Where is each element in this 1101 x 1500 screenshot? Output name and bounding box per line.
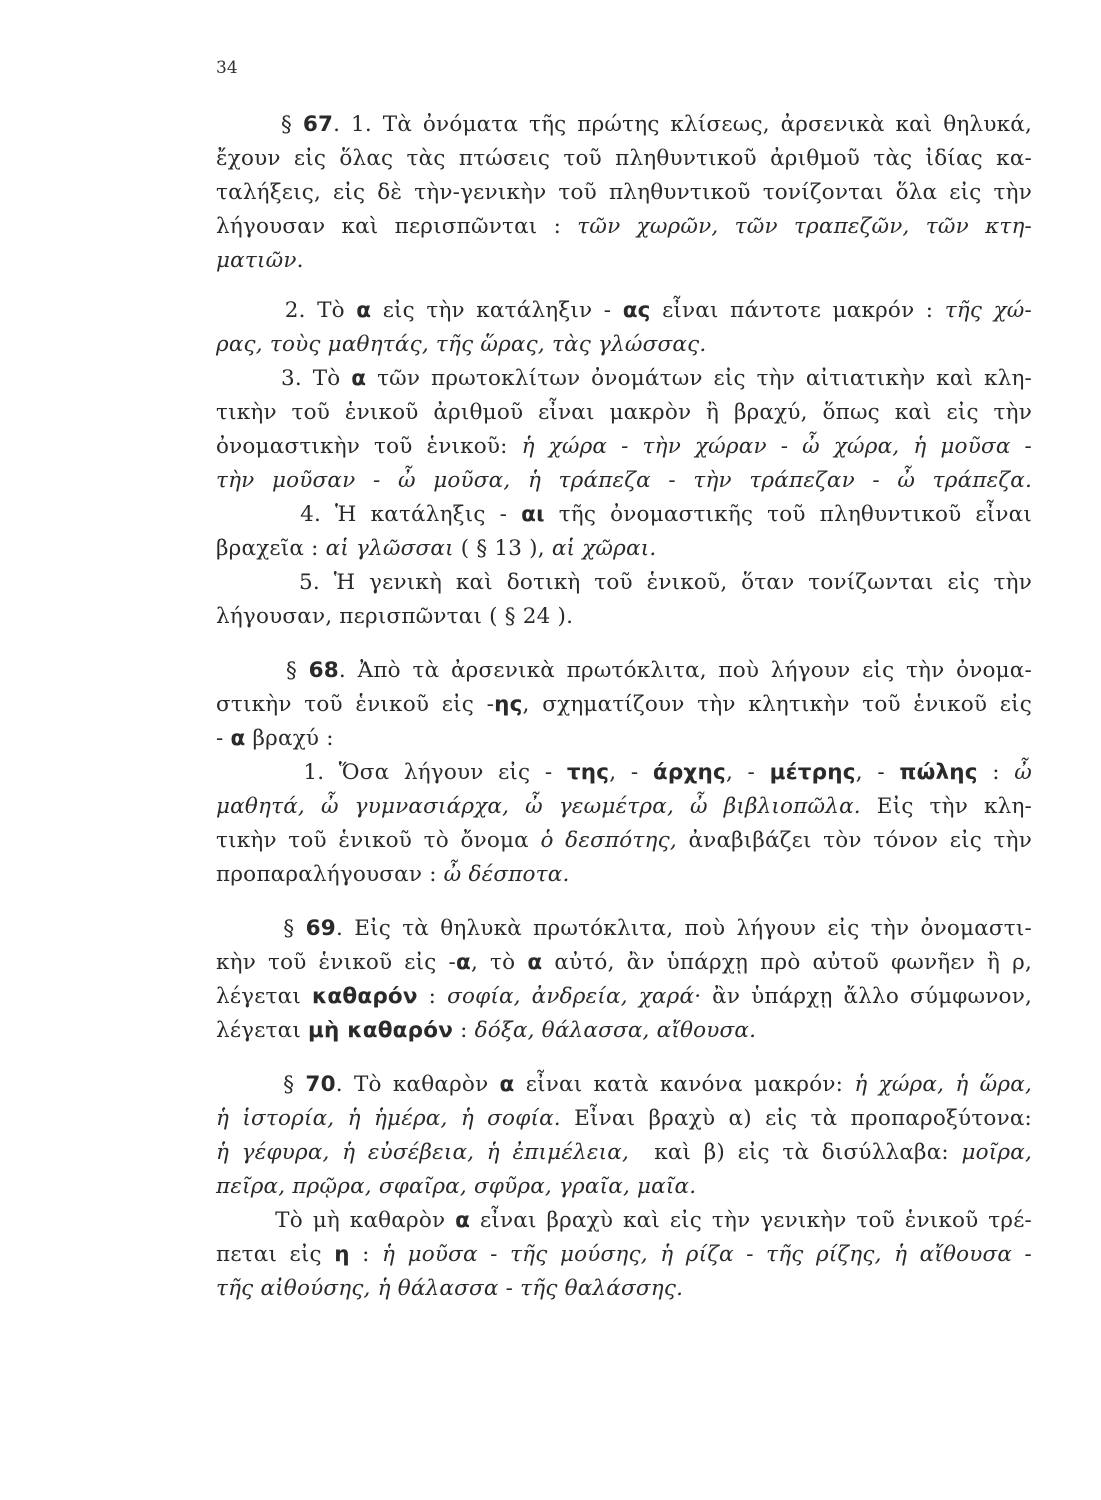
text-line xyxy=(216,468,1032,494)
text-segment: Εἰς τὴν κλη- xyxy=(860,794,1032,819)
text-segment: μέτρης xyxy=(769,760,856,785)
text-segment: : xyxy=(417,984,448,1009)
text-segment: 1. Ὅσα λήγουν εἰς - xyxy=(216,760,567,785)
text-segment: § xyxy=(216,112,303,137)
text-segment: μὴ καθαρόν xyxy=(308,1018,454,1043)
text-line xyxy=(216,434,1032,460)
text-line xyxy=(216,1276,683,1302)
text-segment: , - xyxy=(609,760,653,785)
text-line xyxy=(216,692,1032,718)
text-line xyxy=(216,502,1032,528)
text-segment: ματιῶν. xyxy=(216,248,304,273)
text-segment: . Τὸ καθαρὸν xyxy=(335,1072,500,1097)
text-segment: α xyxy=(499,1072,515,1097)
text-segment: τὴν μοῦσαν - ὦ μοῦσα, ἡ τράπεζα - τὴν τράπεζαν - ὦ τράπεζα. xyxy=(216,468,1032,493)
text-segment: πεται εἰς xyxy=(216,1242,335,1267)
page-number: 34 xyxy=(216,58,238,78)
text-segment: § xyxy=(216,658,309,683)
text-segment: ὦ δέσποτα. xyxy=(443,862,570,887)
text-segment: ας xyxy=(622,298,651,323)
text-segment: πώλης xyxy=(899,760,978,785)
text-segment: τῆς αἰθούσης, ἡ θάλασσα - τῆς θαλάσσης. xyxy=(216,1276,684,1301)
text-segment: Τὸ μὴ καθαρὸν xyxy=(216,1208,456,1233)
text-segment: κὴν τοῦ ἑνικοῦ εἰς - xyxy=(216,950,456,975)
text-segment: καὶ β) εἰς τὰ δισύλλαβα: xyxy=(629,1140,962,1165)
text-segment: 4. Ἡ κατάληξις - xyxy=(216,502,522,527)
text-segment: αἱ χῶραι. xyxy=(551,536,657,561)
text-segment: καθαρόν xyxy=(311,984,418,1009)
text-line xyxy=(216,298,1032,324)
text-segment: , - xyxy=(855,760,900,785)
text-line xyxy=(216,570,1032,596)
text-segment: § xyxy=(216,916,306,941)
text-segment: η xyxy=(334,1242,350,1267)
text-line xyxy=(216,1106,1032,1132)
text-line xyxy=(216,1174,696,1200)
text-segment: τῆς ὀνομαστικῆς τοῦ πληθυντικοῦ εἶναι xyxy=(544,502,1032,527)
text-segment: λέγεται xyxy=(216,984,312,1009)
text-segment: : xyxy=(349,1242,383,1267)
text-line xyxy=(216,536,656,562)
text-segment: σοφία, ἀνδρεία, χαρά· xyxy=(447,984,702,1009)
text-line xyxy=(216,1140,1032,1166)
text-segment: της xyxy=(566,760,610,785)
text-segment: 5. Ἡ γενικὴ καὶ δοτικὴ τοῦ ἑνικοῦ, ὅταν τονίζωνται εἰς τὴν xyxy=(216,570,1032,595)
text-segment: αὐτό, ἂν ὑπάρχῃ πρὸ αὐτοῦ φωνῆεν ἢ ρ, xyxy=(542,950,1032,975)
text-segment: τῶν χωρῶν, τῶν τραπεζῶν, τῶν κτη- xyxy=(577,214,1033,239)
text-segment: αι xyxy=(521,502,545,527)
text-line xyxy=(216,180,1032,206)
text-segment: μαθητά, ὦ γυμνασιάρχα, ὦ γεωμέτρα, ὦ βιβλιοπῶλα. xyxy=(216,794,861,819)
text-line xyxy=(216,1208,1032,1234)
text-segment: ης xyxy=(494,692,523,717)
text-segment: - xyxy=(216,726,231,751)
text-segment: λήγουσαν καὶ περισπῶνται : xyxy=(216,214,578,239)
text-segment: : xyxy=(977,760,1015,785)
text-line xyxy=(216,984,1032,1010)
text-segment: στικὴν τοῦ ἑνικοῦ εἰς - xyxy=(216,692,495,717)
text-segment: ὁ δεσπότης, xyxy=(540,828,677,853)
text-segment: α xyxy=(527,950,543,975)
text-segment: α xyxy=(230,726,246,751)
text-segment: 2. Τὸ xyxy=(216,298,357,323)
text-segment: ὀνομαστικὴν τοῦ ἑνικοῦ: xyxy=(216,434,522,459)
text-segment: τῆς χώ- xyxy=(944,298,1033,323)
text-segment: α xyxy=(351,366,367,391)
text-segment: τικὴν τοῦ ἑνικοῦ τὸ ὄνομα xyxy=(216,828,541,853)
text-segment: ἂν ὑπάρχῃ ἄλλο σύμφωνον, xyxy=(701,984,1032,1009)
text-line xyxy=(216,950,1032,976)
text-segment: . Εἰς τὰ θηλυκὰ πρωτόκλιτα, ποὺ λήγουν εἰς τὴν ὀνομαστι- xyxy=(335,916,1032,941)
text-line xyxy=(216,828,1032,854)
text-line xyxy=(216,366,1032,392)
text-line xyxy=(216,604,573,630)
text-segment: τικὴν τοῦ ἑνικοῦ ἀριθμοῦ εἶναι μακρὸν ἢ βραχύ, ὅπως καὶ εἰς τὴν xyxy=(216,400,1032,425)
text-segment: λήγουσαν, περισπῶνται ( § 24 ). xyxy=(216,604,574,629)
text-line xyxy=(216,862,570,888)
text-segment: δόξα, θάλασσα, αἴθουσα. xyxy=(474,1018,757,1043)
text-segment: ταλήξεις, εἰς δὲ τὴν-γενικὴν τοῦ πληθυντικοῦ τονίζονται ὅλα εἰς τὴν xyxy=(216,180,1032,205)
text-segment: μοῖρα, xyxy=(961,1140,1032,1165)
text-segment: προπαραλήγουσαν : xyxy=(216,862,444,887)
text-segment: Εἶναι βραχὺ α) εἰς τὰ προπαροξύτονα: xyxy=(560,1106,1032,1131)
text-segment: α xyxy=(455,1208,471,1233)
text-segment: , - xyxy=(725,760,770,785)
text-segment: 68 xyxy=(308,658,339,683)
text-segment: , τὸ xyxy=(470,950,528,975)
text-segment: : xyxy=(453,1018,475,1043)
text-segment: § xyxy=(216,1072,306,1097)
text-segment: ἡ γέφυρα, ἡ εὐσέβεια, ἡ ἐπιμέλεια, xyxy=(216,1140,630,1165)
text-line xyxy=(216,332,706,358)
text-segment: λέγεται xyxy=(216,1018,309,1043)
text-segment: 3. Τὸ xyxy=(216,366,352,391)
text-segment: ἡ μοῦσα - τῆς μούσης, ἡ ρίζα - τῆς ρίζης, ἡ αἴθουσα - xyxy=(382,1242,1033,1267)
text-segment: 70 xyxy=(305,1072,336,1097)
text-line xyxy=(216,760,1032,786)
text-segment: ὦ xyxy=(1014,760,1033,785)
text-segment: ( § 13 ), xyxy=(453,536,552,561)
text-segment: ἔχουν εἰς ὅλας τὰς πτώσεις τοῦ πληθυντικοῦ ἀριθμοῦ τὰς ἰδίας κα- xyxy=(216,146,1032,171)
text-segment: βραχύ : xyxy=(245,726,334,751)
text-line xyxy=(216,1018,756,1044)
text-line xyxy=(216,400,1032,426)
text-segment: εἶναι πάντοτε μακρόν : xyxy=(650,298,945,323)
text-line xyxy=(216,146,1032,172)
text-segment: εἶναι κατὰ κανόνα μακρόν: xyxy=(514,1072,855,1097)
text-line xyxy=(216,794,1032,820)
text-line xyxy=(216,248,304,274)
text-segment: εἰς τὴν κατάληξιν - xyxy=(371,298,623,323)
text-segment: άρχης xyxy=(652,760,726,785)
text-line xyxy=(216,214,1032,240)
text-segment: εἶναι βραχὺ καὶ εἰς τὴν γενικὴν τοῦ ἑνικοῦ τρέ- xyxy=(470,1208,1032,1233)
text-segment: α xyxy=(456,950,471,975)
text-line xyxy=(216,112,1032,138)
text-segment: , σχηματίζουν τὴν κλητικὴν τοῦ ἑνικοῦ εἰς xyxy=(522,692,1032,717)
text-segment: . 1. Τὰ ὀνόματα τῆς πρώτης κλίσεως, ἀρσενικὰ καὶ θηλυκά, xyxy=(333,112,1032,137)
text-line xyxy=(216,658,1032,684)
text-segment: ἡ χώρα - τὴν χώραν - ὦ χώρα, ἡ μοῦσα - xyxy=(521,434,1032,459)
text-segment: πεῖρα, πρῷρα, σφαῖρα, σφῦρα, γραῖα, μαῖα. xyxy=(216,1174,697,1199)
text-segment: αἱ γλῶσσαι xyxy=(325,536,454,561)
text-segment: 67 xyxy=(302,112,334,137)
text-segment: ἡ χώρα, ἡ ὥρα, xyxy=(854,1072,1032,1097)
text-segment: 69 xyxy=(305,916,336,941)
text-segment: ρας, τοὺς μαθητάς, τῆς ὥρας, τὰς γλώσσας. xyxy=(216,332,707,357)
text-segment: βραχεῖα : xyxy=(216,536,326,561)
text-segment: ἡ ἱστορία, ἡ ἡμέρα, ἡ σοφία. xyxy=(216,1106,561,1131)
text-line xyxy=(216,1242,1032,1268)
text-segment: ἀναβιβάζει τὸν τόνον εἰς τὴν xyxy=(676,828,1032,853)
text-line xyxy=(216,916,1032,942)
text-line xyxy=(216,726,334,752)
text-segment: τῶν πρωτοκλίτων ὀνομάτων εἰς τὴν αἰτιατικὴν καὶ κλη- xyxy=(366,366,1033,391)
text-segment: . Ἀπὸ τὰ ἀρσενικὰ πρωτόκλιτα, ποὺ λήγουν εἰς τὴν ὀνομα- xyxy=(338,658,1032,683)
text-segment: α xyxy=(356,298,372,323)
text-line xyxy=(216,1072,1032,1098)
